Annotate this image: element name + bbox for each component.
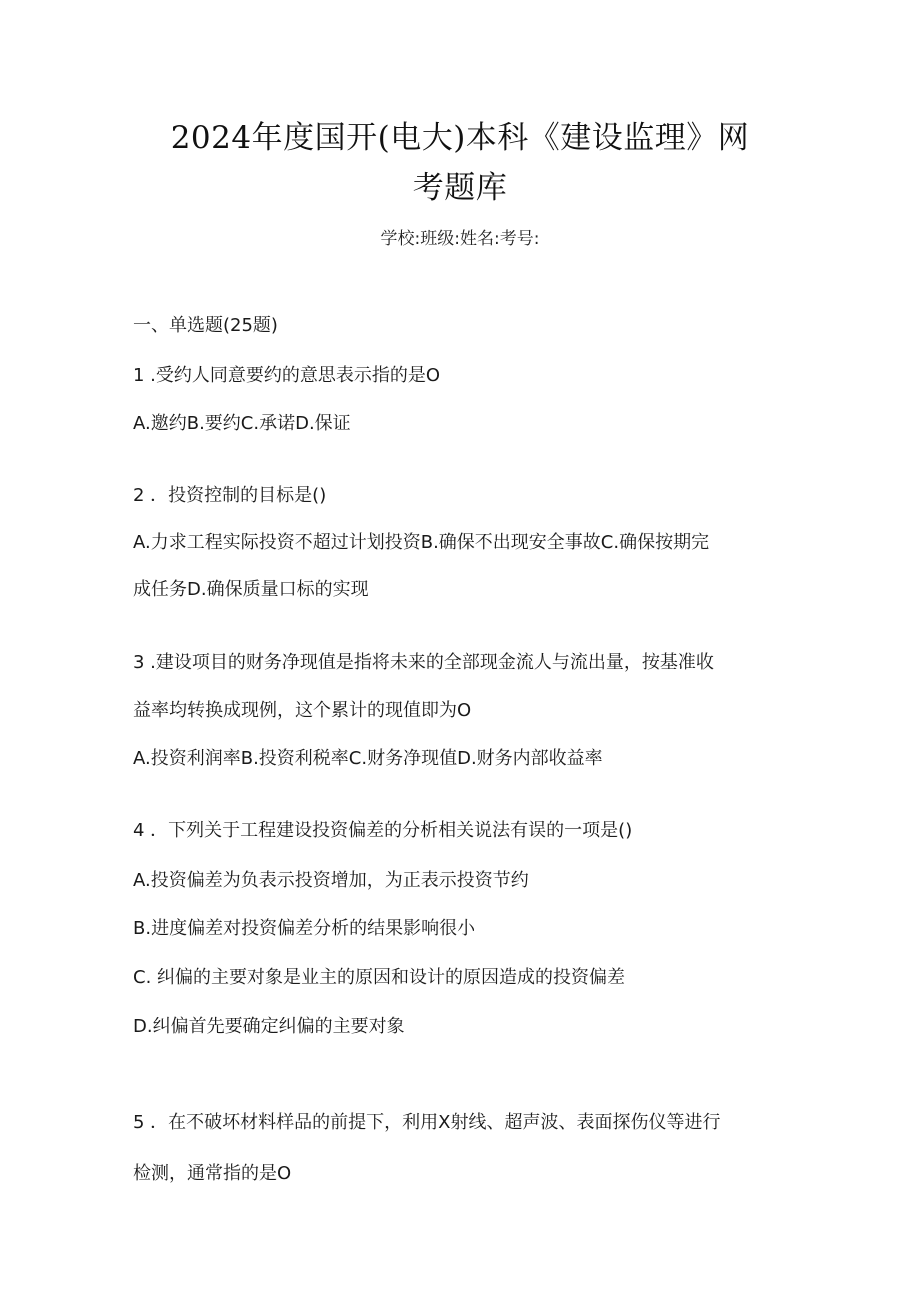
question-5-stem-line-2: 检测，通常指的是O bbox=[133, 1163, 292, 1184]
question-1-options: A.邀约B.要约C.承诺D.保证 bbox=[133, 413, 351, 434]
question-2-stem: 2 ．投资控制的目标是() bbox=[133, 485, 327, 506]
question-4-option-c: C. 纠偏的主要对象是业主的原因和设计的原因造成的投资偏差 bbox=[133, 967, 626, 988]
student-info-line: 学校:班级:姓名:考号: bbox=[380, 229, 540, 249]
section-heading: 一、单选题(25题) bbox=[133, 315, 278, 336]
question-4-option-b: B.进度偏差对投资偏差分析的结果影响很小 bbox=[133, 918, 476, 939]
document-title-line-1: 2024年度国开(电大)本科《建设监理》网 bbox=[170, 120, 750, 156]
question-4-option-d: D.纠偏首先要确定纠偏的主要对象 bbox=[133, 1016, 405, 1037]
question-3-stem-line-1: 3 .建设项目的财务净现值是指将未来的全部现金流人与流出量，按基准收 bbox=[133, 652, 714, 673]
question-2-options-line-2: 成任务D.确保质量口标的实现 bbox=[133, 579, 369, 600]
document-title-line-2: 考题库 bbox=[412, 170, 508, 206]
question-4-stem: 4 ．下列关于工程建设投资偏差的分析相关说法有误的一项是() bbox=[133, 820, 633, 841]
question-3-options: A.投资利润率B.投资利税率C.财务净现值D.财务内部收益率 bbox=[133, 748, 603, 769]
question-2-options-line-1: A.力求工程实际投资不超过计划投资B.确保不出现安全事故C.确保按期完 bbox=[133, 532, 710, 553]
question-3-stem-line-2: 益率均转换成现例，这个累计的现值即为O bbox=[133, 700, 472, 721]
question-4-option-a: A.投资偏差为负表示投资增加，为正表示投资节约 bbox=[133, 870, 529, 891]
question-1-stem: 1 .受约人同意要约的意思表示指的是O bbox=[133, 365, 441, 386]
question-5-stem-line-1: 5 ．在不破坏材料样品的前提下，利用X射线、超声波、表面探伤仪等进行 bbox=[133, 1112, 721, 1133]
